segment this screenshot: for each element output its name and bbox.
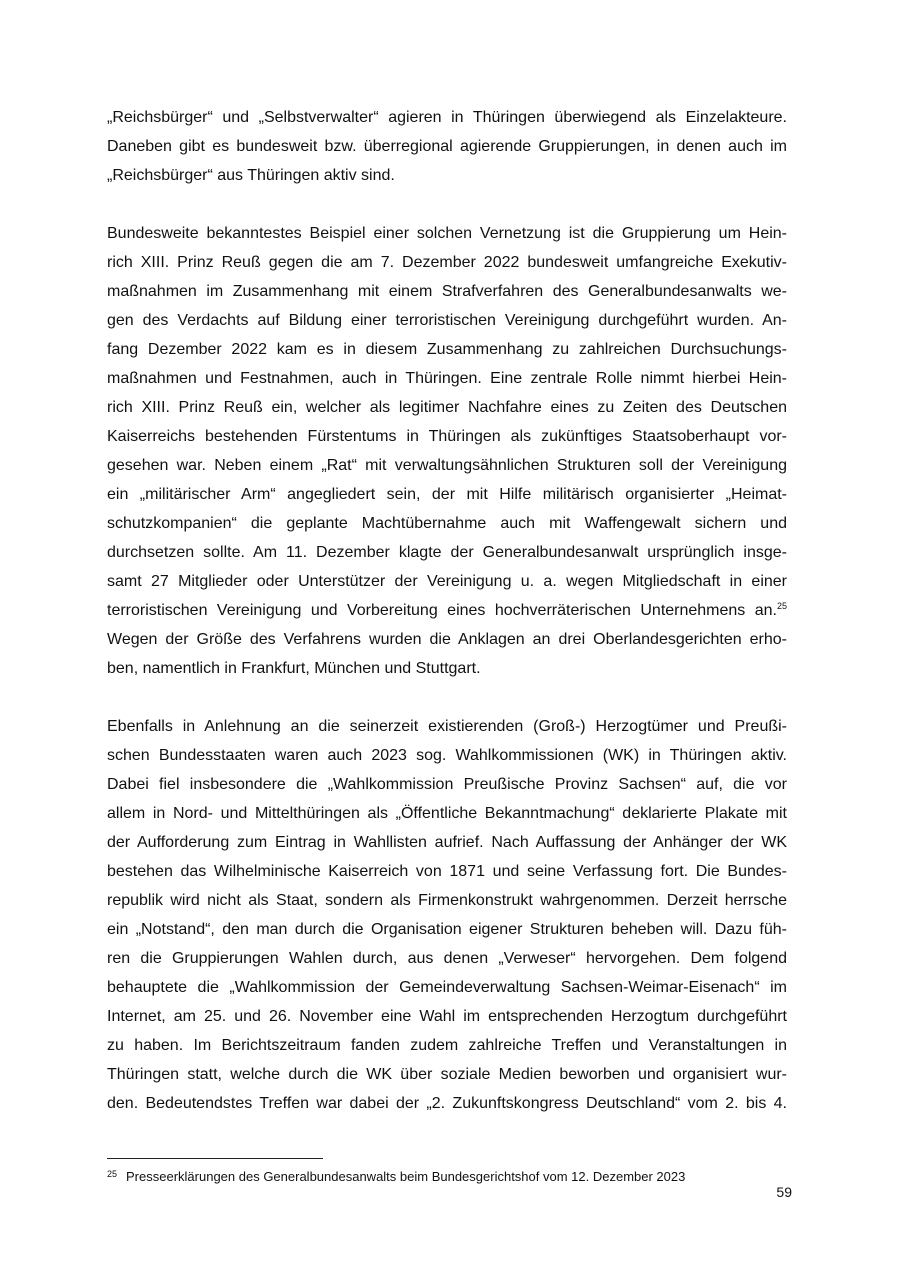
text-line: Kaiserreichs bestehenden Fürstentums in Thüringen als zukünftiges Staatsoberhaupt vor- bbox=[107, 428, 787, 445]
text-line: Internet, am 25. und 26. November eine Wahl im entsprechenden Herzogtum durchgeführt bbox=[107, 1008, 787, 1025]
text-line: rich XIII. Prinz Reuß gegen die am 7. Dezember 2022 bundesweit umfangreiche Exekutiv- bbox=[107, 254, 787, 271]
text-line: „Reichsbürger“ aus Thüringen aktiv sind. bbox=[107, 167, 395, 184]
text-line: fang Dezember 2022 kam es in diesem Zusammenhang zu zahlreichen Durchsuchungs- bbox=[107, 341, 787, 358]
text-line: Bundesweite bekanntestes Beispiel einer solchen Vernetzung ist die Gruppierung um Hein- bbox=[107, 225, 787, 242]
footnote-divider bbox=[107, 1158, 323, 1159]
text-line: Ebenfalls in Anlehnung an die seinerzeit existierenden (Groß-) Herzogtümer und Preußi- bbox=[107, 718, 787, 735]
text-line: durchsetzen sollte. Am 11. Dezember klagte der Generalbundesanwalt ursprünglich insge- bbox=[107, 544, 787, 561]
text-line: schen Bundesstaaten waren auch 2023 sog. Wahlkommissionen (WK) in Thüringen aktiv. bbox=[107, 747, 787, 764]
footnote-text: Presseerklärungen des Generalbundesanwalts beim Bundesgerichtshof vom 12. Dezember 2023 bbox=[126, 1169, 686, 1184]
text-line: maßnahmen und Festnahmen, auch in Thüringen. Eine zentrale Rolle nimmt hierbei Hein- bbox=[107, 370, 787, 387]
text-line: „Reichsbürger“ und „Selbstverwalter“ agieren in Thüringen überwiegend als Einzelakteure. bbox=[107, 109, 787, 126]
paragraph-2 bbox=[107, 219, 787, 683]
text-line-content: terroristischen Vereinigung und Vorbereitung eines hochverräterischen Unternehmens an. bbox=[107, 602, 777, 619]
page-body bbox=[107, 103, 787, 1147]
text-line: Daneben gibt es bundesweit bzw. überregional agierende Gruppierungen, in denen auch im bbox=[107, 138, 787, 155]
text-line: den. Bedeutendstes Treffen war dabei der „2. Zukunftskongress Deutschland“ vom 2. bis 4. bbox=[107, 1095, 787, 1112]
text-line: der Aufforderung zum Eintrag in Wahllisten aufrief. Nach Auffassung der Anhänger der WK bbox=[107, 834, 787, 851]
text-line: Wegen der Größe des Verfahrens wurden die Anklagen an drei Oberlandesgerichten erho- bbox=[107, 631, 787, 648]
footnote bbox=[107, 1166, 787, 1185]
text-line: Thüringen statt, welche durch die WK über soziale Medien beworben und organisiert wur- bbox=[107, 1066, 787, 1083]
text-line: schutzkompanien“ die geplante Machtübernahme auch mit Waffengewalt sichern und bbox=[107, 515, 787, 532]
text-line: bestehen das Wilhelminische Kaiserreich von 1871 und seine Verfassung fort. Die Bundes- bbox=[107, 863, 787, 880]
paragraph-1 bbox=[107, 103, 787, 190]
footnote-number: 25 bbox=[107, 1169, 118, 1179]
text-line: gesehen war. Neben einem „Rat“ mit verwaltungsähnlichen Strukturen soll der Vereinigung bbox=[107, 457, 787, 474]
text-line: allem in Nord- und Mittelthüringen als „Öffentliche Bekanntmachung“ deklarierte Plakate mit bbox=[107, 805, 787, 822]
text-line: samt 27 Mitglieder oder Unterstützer der Vereinigung u. a. wegen Mitgliedschaft in einer bbox=[107, 573, 787, 590]
text-line: rich XIII. Prinz Reuß ein, welcher als legitimer Nachfahre eines zu Zeiten des Deutschen bbox=[107, 399, 787, 416]
text-line: gen des Verdachts auf Bildung einer terroristischen Vereinigung durchgeführt wurden. An- bbox=[107, 312, 787, 329]
page-number: 59 bbox=[776, 1184, 792, 1200]
text-line: Dabei fiel insbesondere die „Wahlkommission Preußische Provinz Sachsen“ auf, die vor bbox=[107, 776, 787, 793]
text-line: republik wird nicht als Staat, sondern als Firmenkonstrukt wahrgenommen. Derzeit herrsche bbox=[107, 892, 787, 909]
paragraph-3 bbox=[107, 712, 787, 1118]
text-line: ein „Notstand“, den man durch die Organisation eigener Strukturen beheben will. Dazu füh- bbox=[107, 921, 787, 938]
text-line: ein „militärischer Arm“ angegliedert sein, der mit Hilfe militärisch organisierter „Heimat- bbox=[107, 486, 787, 503]
text-line-with-footnote bbox=[107, 596, 787, 625]
text-line: ren die Gruppierungen Wahlen durch, aus denen „Verweser“ hervorgehen. Dem folgend bbox=[107, 950, 787, 967]
text-line: ben, namentlich in Frankfurt, München und Stuttgart. bbox=[107, 660, 481, 677]
footnote-reference[interactable]: 25 bbox=[776, 601, 787, 611]
text-line: zu haben. Im Berichtszeitraum fanden zudem zahlreiche Treffen und Veranstaltungen in bbox=[107, 1037, 787, 1054]
text-line: behauptete die „Wahlkommission der Gemeindeverwaltung Sachsen-Weimar-Eisenach“ im bbox=[107, 979, 787, 996]
text-line: maßnahmen im Zusammenhang mit einem Strafverfahren des Generalbundesanwalts we- bbox=[107, 283, 787, 300]
